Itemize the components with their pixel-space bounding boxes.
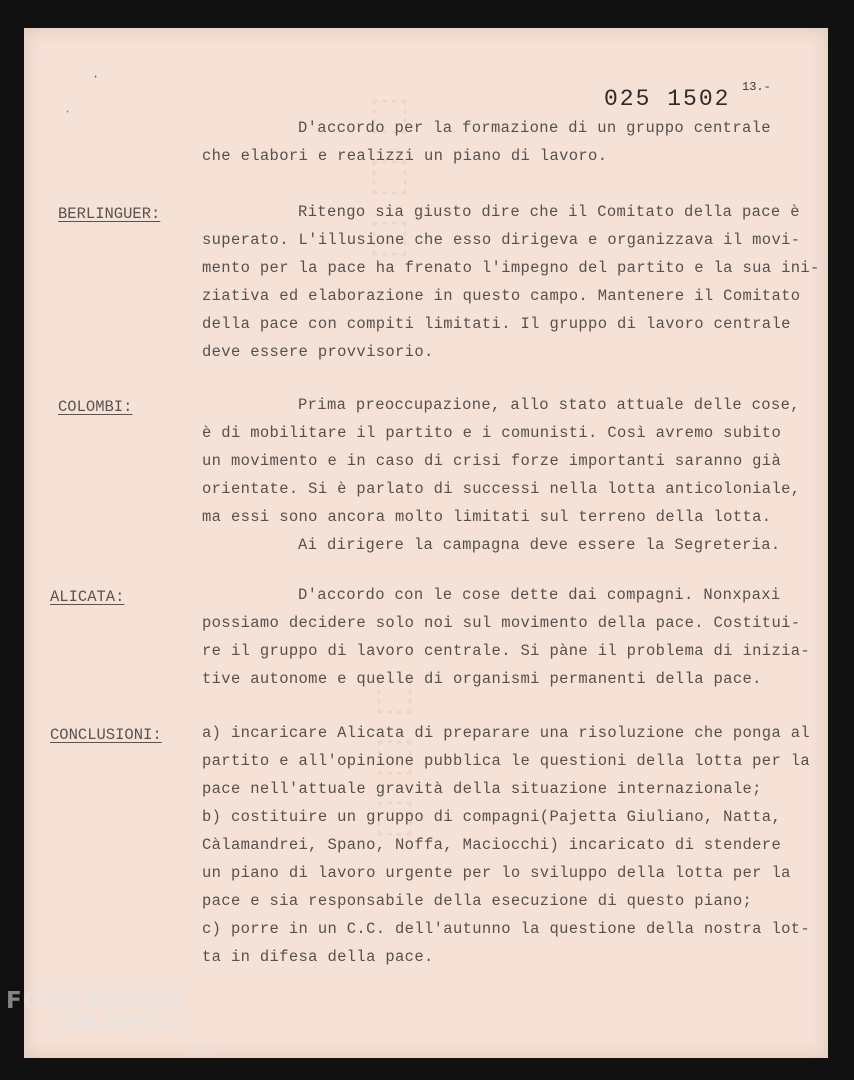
speaker-conclusioni: CONCLUSIONI: — [50, 726, 162, 744]
paragraph-line: c) porre in un C.C. dell'autunno la questione della nostra lot- — [202, 920, 811, 938]
paragraph-line: pace e sia responsabile della esecuzione di questo piano; — [202, 892, 753, 910]
paragraph-line: D'accordo con le cose dette dai compagni. Nonxpaxi — [298, 586, 781, 604]
paragraph-line: pace nell'attuale gravità della situazione internazionale; — [202, 780, 762, 798]
paragraph-line: un piano di lavoro urgente per lo sviluppo della lotta per la — [202, 864, 791, 882]
logo-line: FONDAZIONE — [6, 988, 188, 1014]
speaker-berlinguer: BERLINGUER: — [58, 205, 161, 223]
paragraph-line: ziativa ed elaborazione in questo campo. Mantenere il Comitato — [202, 287, 801, 305]
paragraph-line: ta in difesa della pace. — [202, 948, 434, 966]
fondazione-gramsci-logo — [6, 988, 214, 1060]
speaker-alicata: ALICATA: — [50, 588, 125, 606]
paragraph-line: è di mobilitare il partito e i comunisti. Così avremo subito — [202, 424, 782, 442]
paragraph-line: un movimento e in caso di crisi forze importanti saranno già — [202, 452, 782, 470]
speaker-colombi: COLOMBI: — [58, 398, 133, 416]
archive-stamp-watermark-lower: ⬚⬚⬚ — [369, 668, 420, 851]
page-number: 13.- — [742, 80, 771, 94]
paragraph-line: mento per la pace ha frenato l'impegno del partito e la sua ini- — [202, 259, 820, 277]
paragraph-line: Ai dirigere la campagna deve essere la Segreteria. — [298, 536, 781, 554]
paragraph-line: della pace con compiti limitati. Il gruppo di lavoro centrale — [202, 315, 791, 333]
document-number: 025 1502 — [604, 86, 731, 112]
paragraph-line: superato. L'illusione che esso dirigeva e organizzava il movi- — [202, 231, 801, 249]
paragraph-line: a) incaricare Alicata di preparare una risoluzione che ponga al — [202, 724, 811, 742]
paragraph-line: possiamo decidere solo noi sul movimento della pace. Costitui- — [202, 614, 801, 632]
ink-speck: ˏ — [64, 100, 72, 114]
paragraph-line: partito e all'opinione pubblica le questioni della lotta per la — [202, 752, 811, 770]
paragraph-line: re il gruppo di lavoro centrale. Si pàne il problema di inizia- — [202, 642, 811, 660]
archive-stamp-watermark: ⬚⬚⬚ — [364, 88, 415, 271]
paragraph-line: ma essi sono ancora molto limitati sul terreno della lotta. — [202, 508, 772, 526]
intro-line: che elabori e realizzi un piano di lavoro. — [202, 147, 608, 165]
logo-line: onlus — [189, 1050, 214, 1060]
paragraph-line: orientate. Si è parlato di successi nella lotta anticoloniale, — [202, 480, 801, 498]
paragraph-line: Càlamandrei, Spano, Noffa, Maciocchi) incaricato di stendere — [202, 836, 782, 854]
paragraph-line: b) costituire un gruppo di compagni(Pajetta Giuliano, Natta, — [202, 808, 782, 826]
document-page — [24, 28, 828, 1058]
paragraph-line: deve essere provvisorio. — [202, 343, 434, 361]
paragraph-line: tive autonome e quelle di organismi permanenti della pace. — [202, 670, 762, 688]
paragraph-line: Ritengo sia giusto dire che il Comitato della pace è — [298, 203, 800, 221]
paragraph-line: Prima preoccupazione, allo stato attuale delle cose, — [298, 396, 800, 414]
logo-line: GRAMSCI — [62, 1010, 189, 1036]
ink-speck: · — [92, 70, 100, 84]
intro-line: D'accordo per la formazione di un gruppo centrale — [298, 119, 771, 137]
